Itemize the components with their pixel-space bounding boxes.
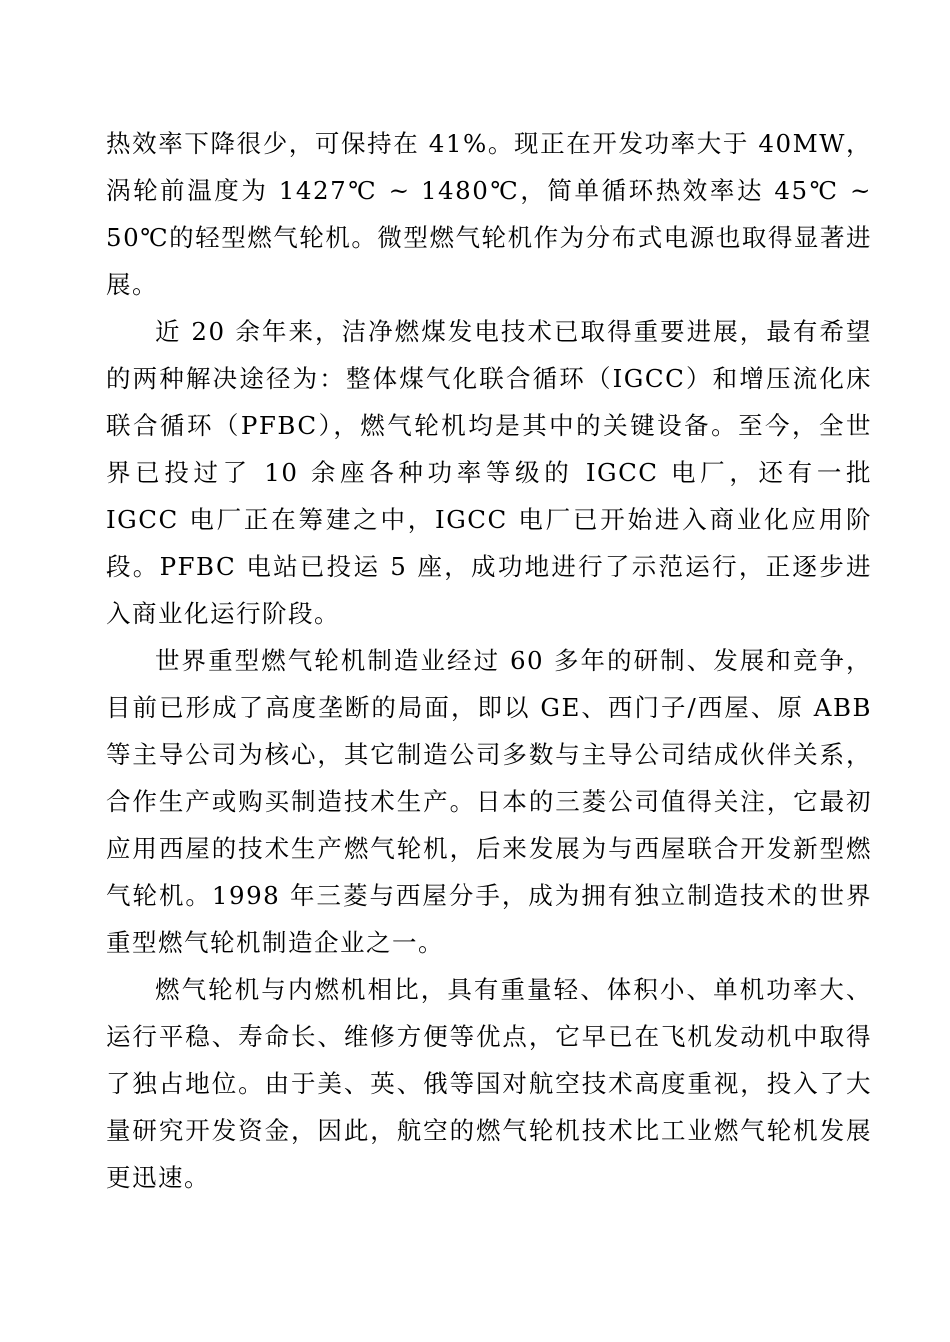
paragraph-manufacturing: 世界重型燃气轮机制造业经过 60 多年的研制、发展和竞争，目前已形成了高度垄断的局面，即以 GE、西门子/西屋、原 ABB 等主导公司为核心，其它制造公司多数与主导公司结成伙伴关系，合作生产或购买制造技术生产。日本的三菱公司值得关注，它最初应用西屋的技术生产燃气轮机，后来发展为与西屋联合开发新型燃气轮机。1998 年三菱与西屋分手，成为拥有独立制造技术的世界重型燃气轮机制造企业之一。 [106,646,872,957]
paragraph-clean-coal: 近 20 余年来，洁净燃煤发电技术已取得重要进展，最有希望的两种解决途径为：整体煤气化联合循环（IGCC）和增压流化床联合循环（PFBC），燃气轮机均是其中的关键设备。至今，全世界已投过了 10 余座各种功率等级的 IGCC 电厂，还有一批 IGCC 电厂正在筹建之中，IGCC 电厂已开始进入商业化应用阶段。PFBC 电站已投运 5 座，成功地进行了示范运行，正逐步进入商业化运行阶段。 [106,317,872,628]
document-body [106,120,872,1201]
paragraph-advantages: 燃气轮机与内燃机相比，具有重量轻、体积小、单机功率大、运行平稳、寿命长、维修方便等优点，它早已在飞机发动机中取得了独占地位。由于美、英、俄等国对航空技术高度重视，投入了大量研究开发资金，因此，航空的燃气轮机技术比工业燃气轮机发展更迅速。 [106,975,872,1192]
paragraph-continued: 热效率下降很少，可保持在 41%。现正在开发功率大于 40MW，涡轮前温度为 1427℃ ~ 1480℃，简单循环热效率达 45℃ ~ 50℃的轻型燃气轮机。微型燃气轮机作为分布式电源也取得显著进展。 [106,129,872,299]
